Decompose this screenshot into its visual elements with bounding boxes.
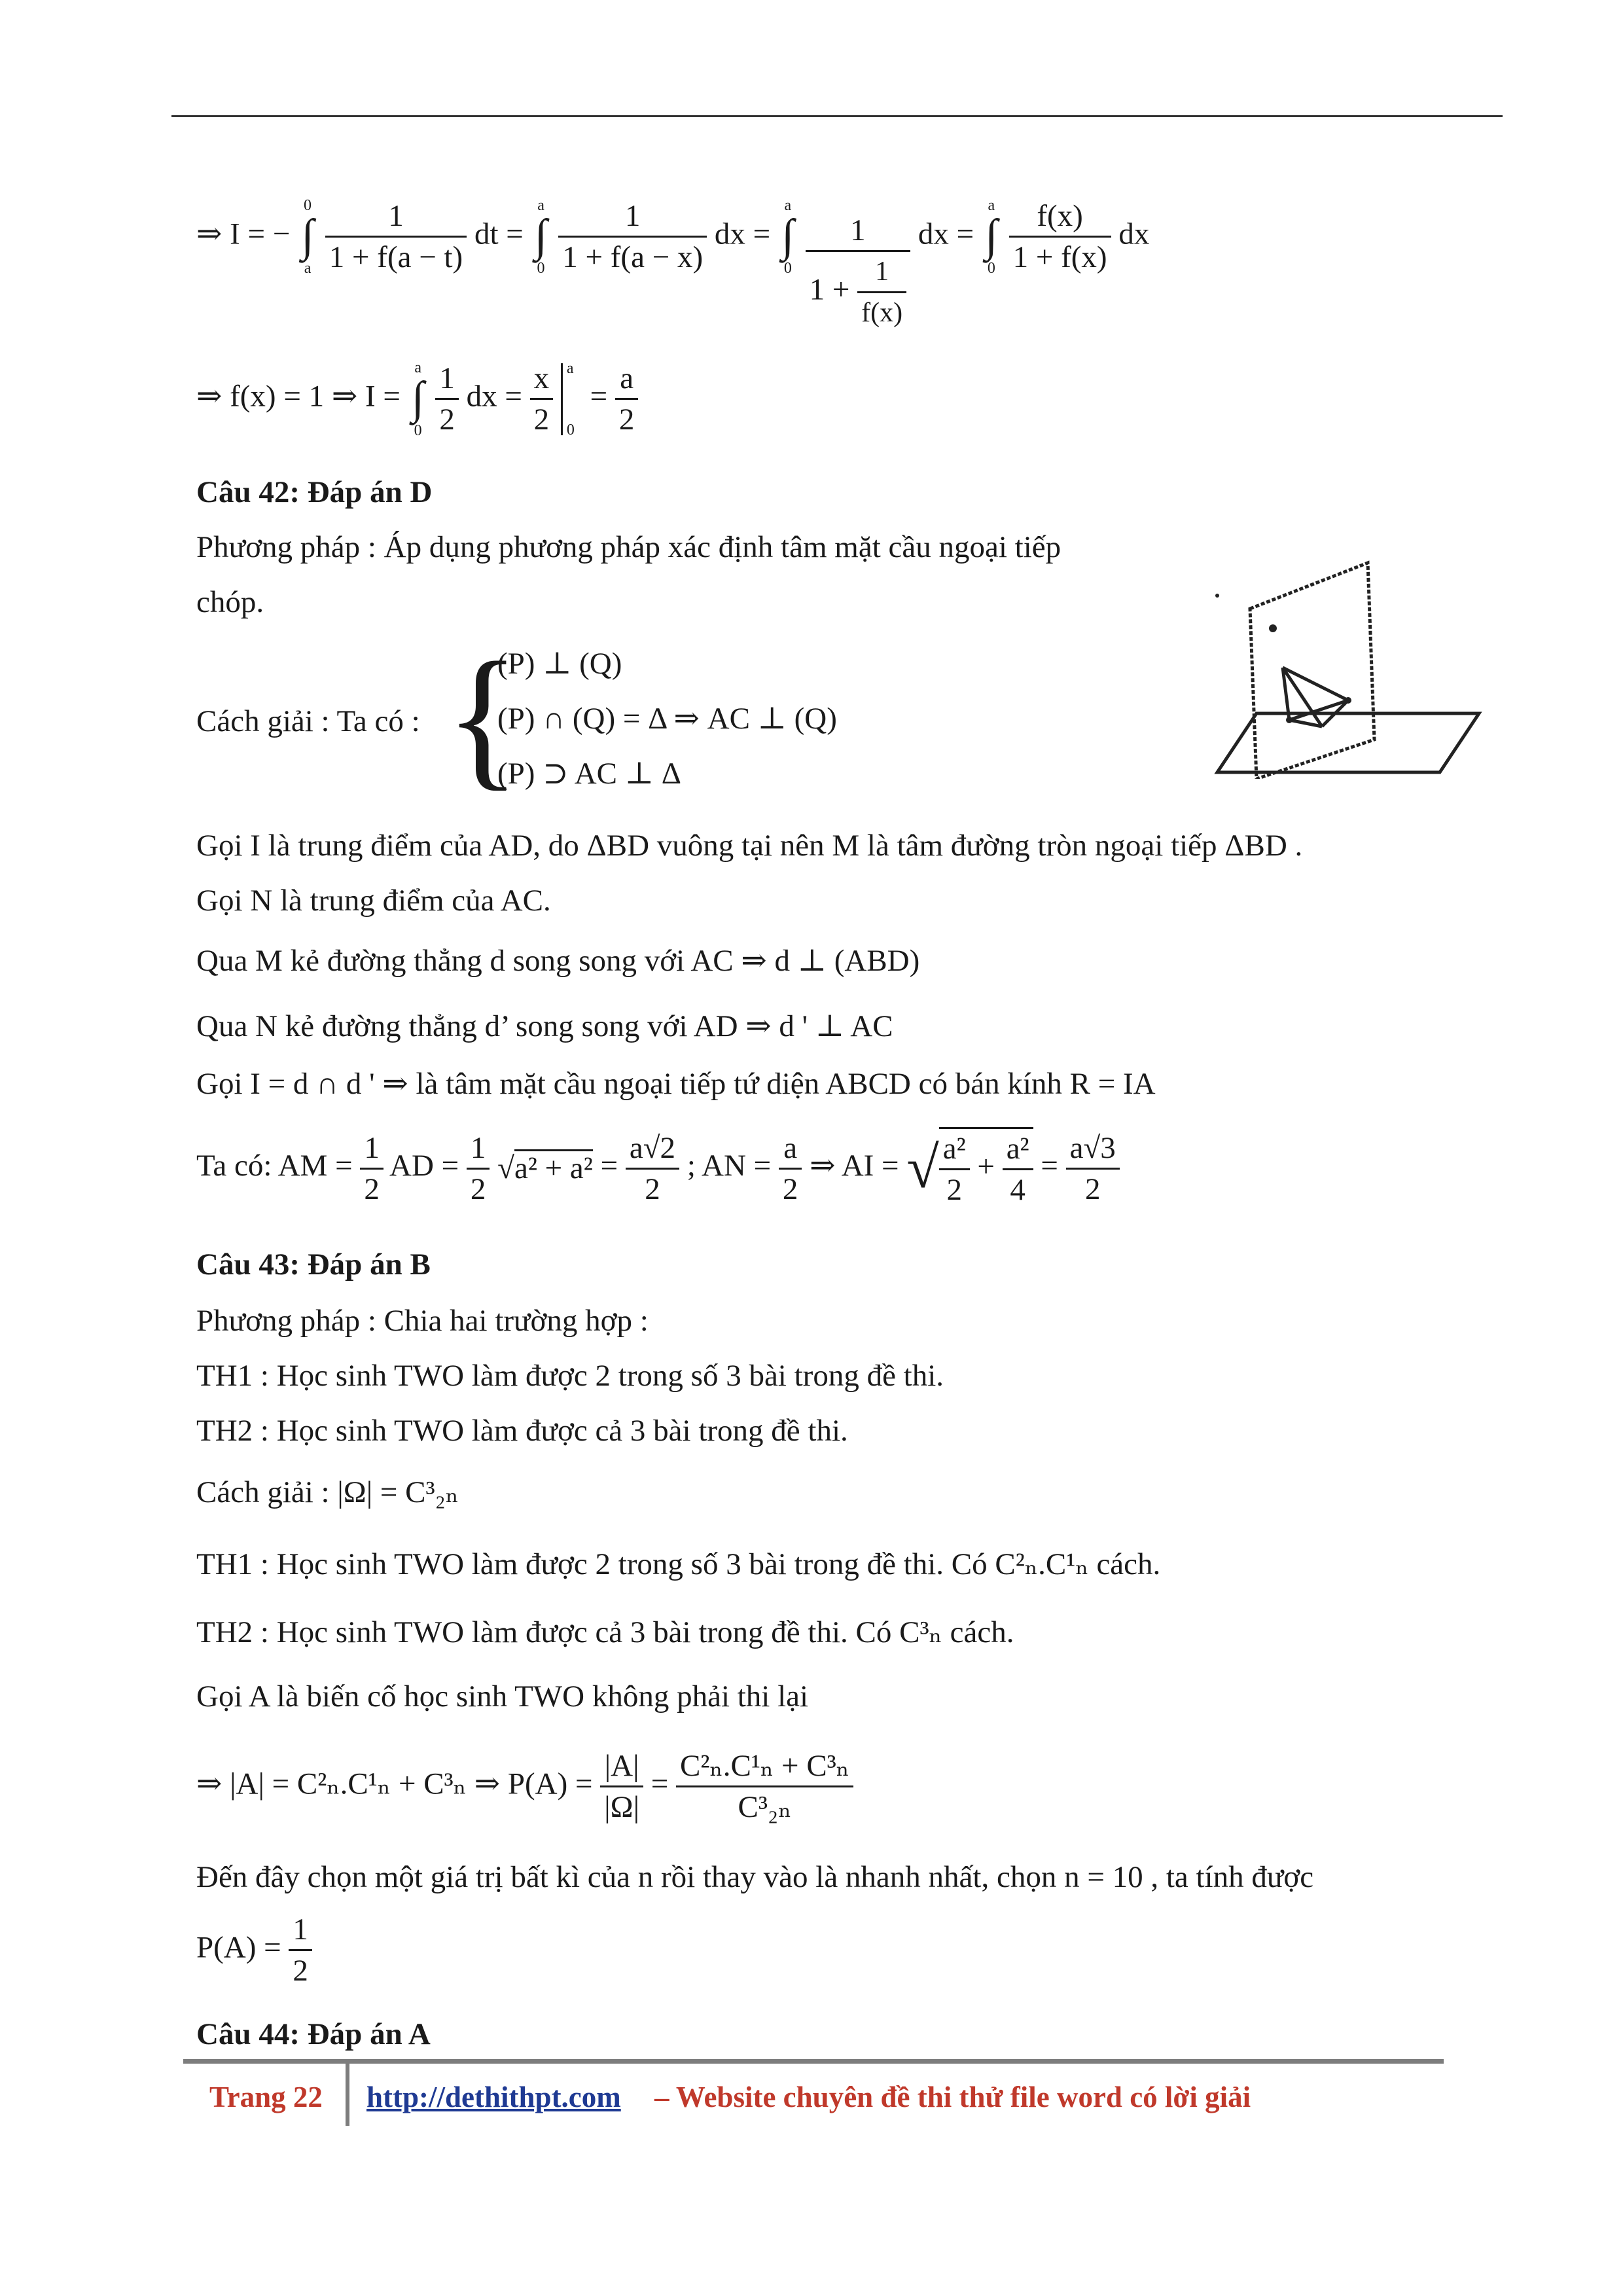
footer-website-link[interactable]: http://dethithpt.com [366, 2081, 621, 2113]
q43-heading: Câu 43: Đáp án B [196, 1247, 431, 1282]
q42-system-brace: { [445, 630, 521, 804]
q42-line4: Qua N kẻ đường thẳng d’ song song với AD ⇒ d ' ⊥ AC [196, 1009, 893, 1043]
q42-method-line1: Phương pháp : Áp dụng phương pháp xác định tâm mặt cầu ngoại tiếp [196, 530, 1061, 564]
footer-description: – Website chuyên đề thi thử file word có lời giải [654, 2081, 1251, 2113]
q43-probability-formula: ⇒ |A| = C²ₙ.C¹ₙ + C³ₙ ⇒ P(A) = $\frac{|A|}{|\Omega|}$ = $\frac{\text{C²ₙ.C¹ₙ + C³ₙ}}{\text{C³₂ₙ}}$ [196, 1746, 853, 1827]
q42-solve-label: Cách giải : Ta có : [196, 704, 420, 738]
footer-page-number: Trang 22 [209, 2081, 323, 2113]
q42-method-line2: chóp. [196, 585, 264, 619]
q42-system-line1: (P) ⊥ (Q) [497, 647, 622, 681]
q43-case2-count: TH2 : Học sinh TWO làm được cả 3 bài trong đề thi. Có C³ₙ cách. [196, 1615, 1014, 1649]
q42-calculation: Ta có: AM = $\frac{1}{2}$ AD = $\frac{1}{2}$ √a² + a² = $\frac{a√2}{2}$ ; AN = $\frac{a}{2}$ ⇒ AI = √ $\frac{\text{a²}}{2}$ + $\frac{\text{a²}}{4}$ = $\frac{a√3}{2}$ [196, 1127, 1120, 1210]
q43-event: Gọi A là biến cố học sinh TWO không phải thi lại [196, 1679, 809, 1713]
q42-system-line3: (P) ⊃ AC ⊥ Δ [497, 757, 681, 791]
q44-heading: Câu 44: Đáp án A [196, 2017, 431, 2051]
q43-case2: TH2 : Học sinh TWO làm được cả 3 bài trong đề thi. [196, 1414, 848, 1448]
q42-line1: Gọi I là trung điểm của AD, do ΔBD vuông tại nên M là tâm đường tròn ngoại tiếp ΔBD . [196, 829, 1303, 863]
perpendicular-planes-figure [1204, 550, 1505, 779]
q43-case1-count: TH1 : Học sinh TWO làm được 2 trong số 3 bài trong đề thi. Có C²ₙ.C¹ₙ cách. [196, 1547, 1161, 1581]
q42-line5: Gọi I = d ∩ d ' ⇒ là tâm mặt cầu ngoại tiếp tứ diện ABCD có bán kính R = IA [196, 1067, 1156, 1101]
q42-system-line2: (P) ∩ (Q) = Δ ⇒ AC ⊥ (Q) [497, 702, 837, 736]
q42-line3: Qua M kẻ đường thẳng d song song với AC ⇒ d ⊥ (ABD) [196, 944, 920, 978]
footer-separator [346, 2062, 349, 2126]
q43-method: Phương pháp : Chia hai trường hợp : [196, 1304, 649, 1338]
q43-result: P(A) = $\frac{1}{2}$ [196, 1910, 312, 1990]
q42-heading: Câu 42: Đáp án D [196, 475, 433, 509]
header-rule [171, 115, 1503, 117]
q42-line2: Gọi N là trung điểm của AC. [196, 884, 551, 918]
q43-solve: Cách giải : |Ω| = C³₂ₙ [196, 1475, 459, 1509]
q43-conclusion: Đến đây chọn một giá trị bất kì của n rồi thay vào là nhanh nhất, chọn n = 10 , ta tính được [196, 1860, 1314, 1894]
q43-case1: TH1 : Học sinh TWO làm được 2 trong số 3 bài trong đề thi. [196, 1359, 944, 1393]
formula-result-a-over-2: ⇒ f(x) = 1 ⇒ I = a ∫ 0 $\frac{1}{2}$ dx = $\frac{x}{2}$ a 0 = $\frac{a}{2}$ [196, 359, 638, 439]
footer-rule [183, 2059, 1444, 2064]
formula-integral-substitution: ⇒ I = − 0 ∫ a $\frac{1}{1 + f(a - t)}$ dt = a ∫ 0 $\frac{1}{1 + f(a - x)}$ dx = a ∫ 0 1 1 + $\frac{1}{f(x)}$ dx = a ∫ 0 $\frac{f(x)}{1 + f(x)}$ dx [196, 196, 1149, 332]
